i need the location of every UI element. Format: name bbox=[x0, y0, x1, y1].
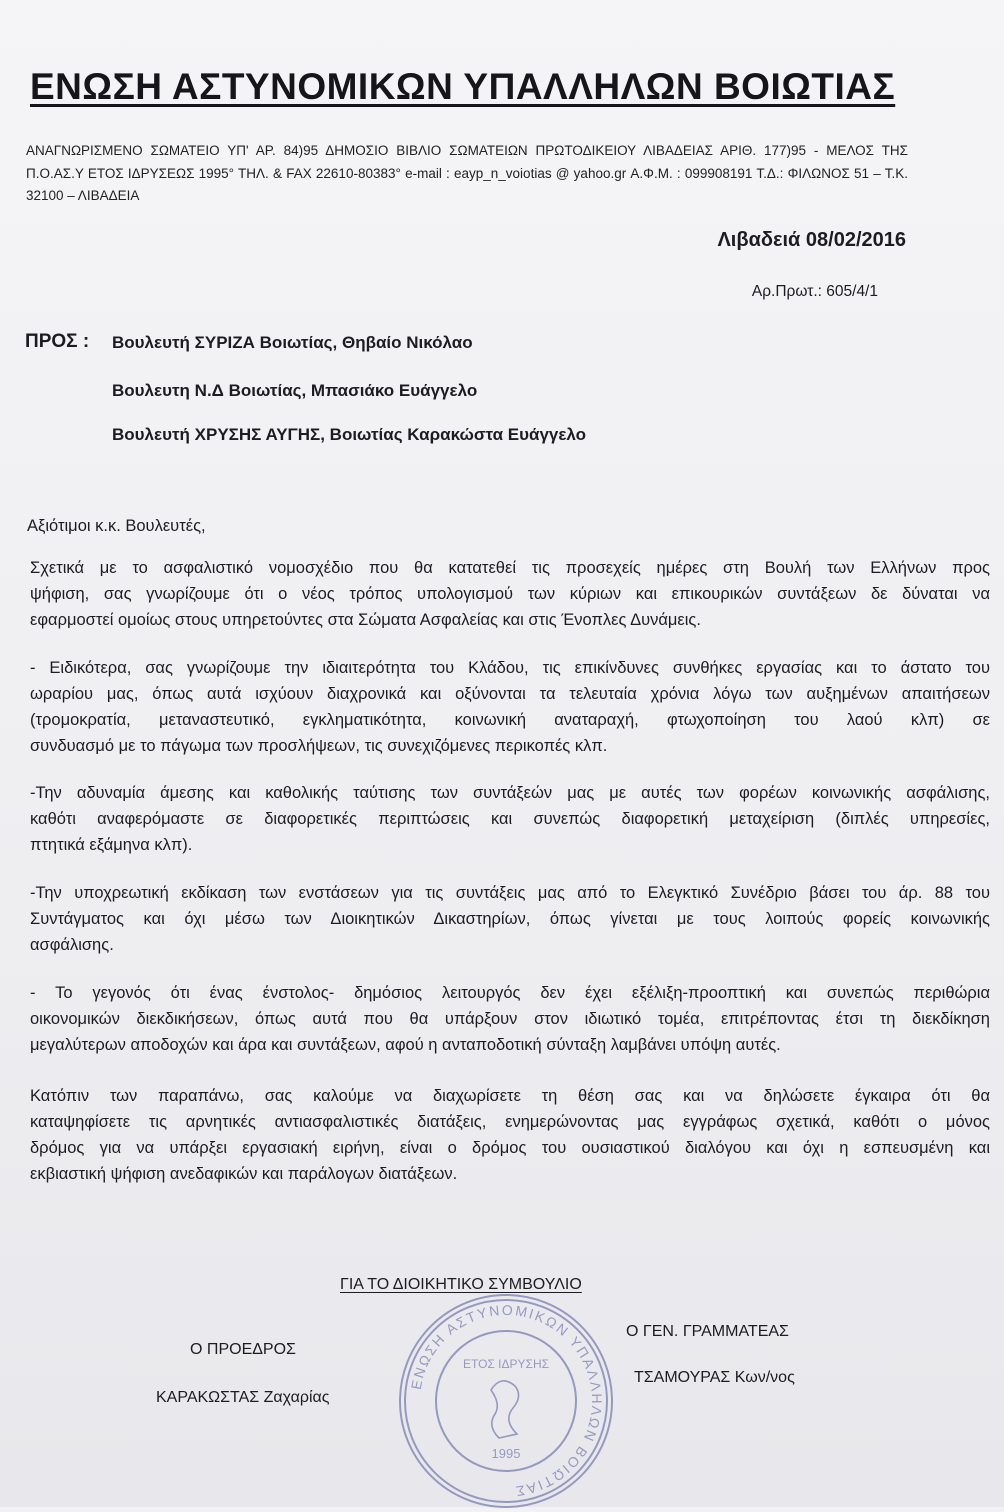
svg-text:ΕΝΩΣΗ ΑΣΤΥΝΟΜΙΚΩΝ ΥΠΑΛΛΗΛΩΝ ΒΟ: ΕΝΩΣΗ ΑΣΤΥΝΟΜΙΚΩΝ ΥΠΑΛΛΗΛΩΝ ΒΟΙΩΤΙΑΣ bbox=[407, 1301, 606, 1500]
paragraph-line: ωραρίου μας, όπως αυτά ισχύουν διαχρονικά και οξύνονται τα τελευταία χρόνια λόγω των αυξημένων απαιτήσεων bbox=[30, 685, 990, 703]
paragraph-line: συνδυασμό με το πάγωμα των προσλήψεων, τις συνεχιζόμενες περικοπές κλπ. bbox=[30, 737, 608, 755]
union-title: ΕΝΩΣΗ ΑΣΤΥΝΟΜΙΚΩΝ ΥΠΑΛΛΗΛΩΝ ΒΟΙΩΤΙΑΣ bbox=[30, 66, 896, 107]
header-info-line-1: ΑΝΑΓΝΩΡΙΣΜΕΝΟ ΣΩΜΑΤΕΙΟ ΥΠ' ΑΡ. 84)95 ΔΗΜΟΣΙΟ ΒΙΒΛΙΟ ΣΩΜΑΤΕΙΩΝ ΠΡΩΤΟΔΙΚΕΙΟΥ ΛΙΒΑΔΕΙΑΣ ΑΡΙΘ. 177)95 - ΜΕΛΟΣ ΤΗΣ bbox=[26, 143, 908, 158]
paragraph-line: μεγαλύτερων αποδοχών και άρα και συντάξεων, αφού η ανταποδοτική σύνταξη λαμβάνει υπόψη αυτές. bbox=[30, 1036, 781, 1054]
paragraph-3 bbox=[30, 780, 990, 858]
paragraph-1 bbox=[30, 555, 990, 633]
closing-paragraph bbox=[30, 1083, 990, 1187]
recipient-1: Βουλευτή ΣΥΡΙΖΑ Βοιωτίας, Θηβαίο Νικόλαο bbox=[112, 333, 473, 352]
paragraph-line: πτητικά εξάμηνα κλπ). bbox=[30, 836, 193, 854]
paragraph-4 bbox=[30, 880, 990, 958]
paragraph-line: -Την αδυναμία άμεσης και καθολικής ταύτισης των συντάξεών μας με αυτές των φορέων κοινωνικής ασφάλισης, bbox=[30, 784, 990, 802]
paragraph-line: καταψηφίσετε τις αρνητικές αντιασφαλιστικές διατάξεις, ενημερώνοντας μας εγγράφως σχετικά, καθότι ο μόνος bbox=[30, 1113, 990, 1131]
paragraph-line: ασφάλισης. bbox=[30, 936, 114, 954]
paragraph-line: καθότι αναφερόμαστε σε διαφορετικές περιπτώσεις και συνεπώς διαφορετική μεταχείριση (διπλές υπηρεσίες, bbox=[30, 810, 990, 828]
paragraph-line: - Ειδικότερα, σας γνωρίζουμε την ιδιαιτερότητα του Κλάδου, τις επικίνδυνες συνθήκες εργασίας και το άστατο του bbox=[30, 659, 990, 677]
secretary-name: ΤΣΑΜΟΥΡΑΣ Κων/νος bbox=[634, 1369, 795, 1386]
paragraph-line: Σχετικά με το ασφαλιστικό νομοσχέδιο που θα κατατεθεί τις προσεχείς ημέρες στη Βουλή των Ελλήνων προς bbox=[30, 559, 990, 577]
letter-date: Λιβαδειά 08/02/2016 bbox=[717, 229, 906, 251]
paragraph-line: Κατόπιν των παραπάνω, σας καλούμε να διαχωρίσετε τη θέση σας και να δηλώσετε έγκαιρα ότι θα bbox=[30, 1087, 990, 1105]
president-title: Ο ΠΡΟΕΔΡΟΣ bbox=[190, 1341, 296, 1358]
paragraph-line: ψήφιση, σας γνωρίζουμε ότι ο νέος τρόπος υπολογισμού των κύριων και επικουρικών συντάξεων δε δύναται να bbox=[30, 585, 990, 603]
protocol-number: Αρ.Πρωτ.: 605/4/1 bbox=[751, 283, 878, 300]
president-name: ΚΑΡΑΚΩΣΤΑΣ Ζαχαρίας bbox=[156, 1389, 330, 1406]
header-info-line-3: 32100 – ΛΙΒΑΔΕΙΑ bbox=[26, 188, 140, 203]
svg-text:ΕΤΟΣ ΙΔΡΥΣΗΣ: ΕΤΟΣ ΙΔΡΥΣΗΣ bbox=[462, 1357, 550, 1371]
header-info-line-2: Π.Ο.ΑΣ.Υ ΕΤΟΣ ΙΔΡΥΣΕΩΣ 1995° ΤΗΛ. & FAX 22610-80383° e-mail : eayp_n_voiotias @ yahoo.gr Α.Φ.Μ. : 099908191 Τ.Δ.: ΦΙΛΩΝΟΣ 51 – Τ.Κ. bbox=[26, 166, 908, 181]
paragraph-line: οικονομικών διεκδικήσεων, όπως αυτά που θα υπάρξουν στον ιδιωτικό τομέα, επιτρέποντας έτσι τη διεκδίκηση bbox=[30, 1010, 990, 1028]
paragraph-line: εκβιαστική ψήφιση ανεδαφικών και παράλογων διατάξεων. bbox=[30, 1165, 458, 1183]
paragraph-2 bbox=[30, 655, 990, 759]
paragraph-line: -Την υποχρεωτική εκδίκαση των ενστάσεων για τις συντάξεις μας από το Ελεγκτικό Συνέδριο βάσει του άρ. 88 του bbox=[30, 884, 990, 902]
paragraph-line: (τρομοκρατία, μεταναστευτικό, εγκληματικότητα, κοινωνική αναταραχή, φτωχοποίηση του λαού κλπ) σε bbox=[30, 711, 990, 729]
secretary-title: Ο ΓΕΝ. ΓΡΑΜΜΑΤΕΑΣ bbox=[626, 1323, 789, 1340]
union-seal-stamp bbox=[395, 1290, 617, 1512]
svg-text:1995: 1995 bbox=[491, 1446, 521, 1461]
greeting: Αξιότιμοι κ.κ. Βουλευτές, bbox=[27, 517, 206, 535]
recipient-3: Βουλευτή ΧΡΥΣΗΣ ΑΥΓΗΣ, Βοιωτίας Καρακώστα Ευάγγελο bbox=[112, 425, 587, 444]
paragraph-line: εφαρμοστεί ομοίως στους υπηρετούντες στα Σώματα Ασφαλείας και στις Ένοπλες Δυνάμεις. bbox=[30, 611, 701, 629]
paragraph-line: δρόμος για να υπάρξει εργασιακή ειρήνη, είναι ο δρόμος του ουσιαστικού διαλόγου και όχι η εσπευσμένη και bbox=[30, 1139, 990, 1157]
recipients-label: ΠΡΟΣ : bbox=[25, 331, 90, 352]
paragraph-5 bbox=[30, 980, 990, 1058]
board-heading: ΓΙΑ ΤΟ ΔΙΟΙΚΗΤΙΚΟ ΣΥΜΒΟΥΛΙΟ bbox=[340, 1276, 582, 1293]
paragraph-line: - Το γεγονός ότι ένας ένστολος- δημόσιος λειτουργός δεν έχει εξέλιξη-προοπτική και συνεπώς περιθώρια bbox=[30, 984, 990, 1002]
recipient-2: Βουλευτη Ν.Δ Βοιωτίας, Μπασιάκο Ευάγγελο bbox=[112, 381, 478, 400]
paragraph-line: Συντάγματος και όχι μέσω των Διοικητικών Δικαστηρίων, όπως γίνεται με τους λοιπούς φορείς κοινωνικής bbox=[30, 910, 990, 928]
